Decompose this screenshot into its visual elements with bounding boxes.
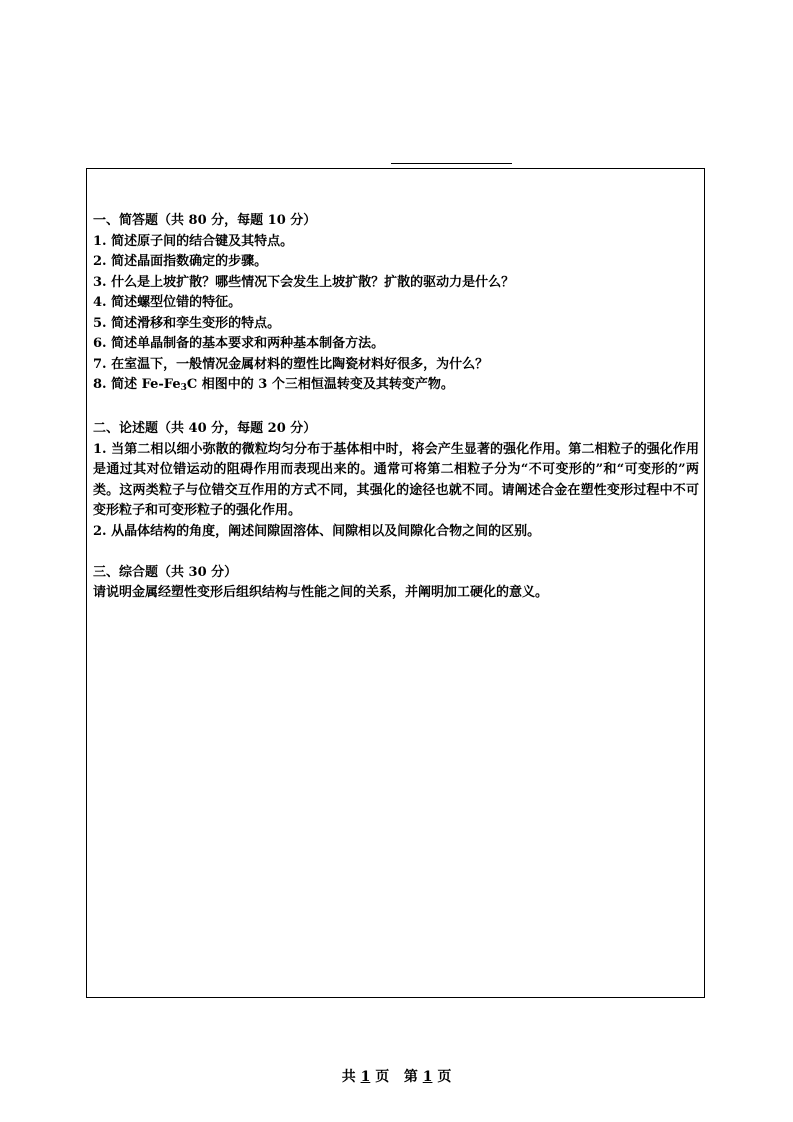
footer-total-pages: 1 xyxy=(360,1069,371,1085)
section-1-question-2: 2. 简述晶面指数确定的步骤。 xyxy=(93,254,268,269)
exam-question-box xyxy=(86,168,705,998)
section-3-title: 三、综合题（共 30 分） xyxy=(93,564,238,580)
section-3-question-1: 请说明金属经塑性变形后组织结构与性能之间的关系，并阐明加工硬化的意义。 xyxy=(93,585,549,600)
footer-page-prefix: 第 xyxy=(403,1069,418,1085)
footer-total-suffix: 页 xyxy=(375,1069,390,1085)
section-2-title: 二、论述题（共 40 分，每题 20 分） xyxy=(93,421,317,436)
section-2-question-2: 2. 从晶体结构的角度，阐述间隙固溶体、间隙相以及间隙化合物之间的区别。 xyxy=(93,523,541,539)
question-8-prefix: 8. 简述 Fe-Fe xyxy=(93,377,181,392)
section-2-question-1: 1. 当第二相以细小弥散的微粒均匀分布于基体相中时，将会产生显著的强化作用。第二相粒子的强化作用是通过其对位错运动的阻碍作用而表现出来的。通常可将第二相粒子分为“不可变形的”和“可变形的”两类。这两类粒子与位错交互作用的方式不同，其强化的途径也就不同。请阐述合金在塑性变形过程中不可变形粒子和可变形粒子的强化作用。 xyxy=(93,441,699,518)
section-1-question-4: 4. 简述螺型位错的特征。 xyxy=(93,295,242,310)
header-underline xyxy=(391,163,512,164)
page-footer xyxy=(0,1066,793,1086)
question-8-subscript: 3 xyxy=(180,383,187,393)
question-8-suffix: C 相图中的 3 个三相恒温转变及其转变产物。 xyxy=(186,377,454,392)
section-1-question-7: 7. 在室温下，一般情况金属材料的塑性比陶瓷材料好很多，为什么？ xyxy=(93,356,489,372)
section-1-question-8 xyxy=(93,375,699,399)
section-1-question-5: 5. 简述滑移和孪生变形的特点。 xyxy=(93,315,281,331)
footer-page-suffix: 页 xyxy=(437,1069,452,1085)
section-1-question-6: 6. 简述单晶制备的基本要求和两种基本制备方法。 xyxy=(93,336,385,351)
section-1-title: 一、简答题（共 80 分，每题 10 分） xyxy=(93,213,317,228)
exam-content xyxy=(93,211,699,604)
section-1-question-3: 3. 什么是上坡扩散？哪些情况下会发生上坡扩散？扩散的驱动力是什么？ xyxy=(93,274,515,290)
footer-page-number: 1 xyxy=(422,1069,433,1085)
section-1-question-1: 1. 简述原子间的结合键及其特点。 xyxy=(93,233,294,249)
footer-total-prefix: 共 xyxy=(341,1069,356,1085)
